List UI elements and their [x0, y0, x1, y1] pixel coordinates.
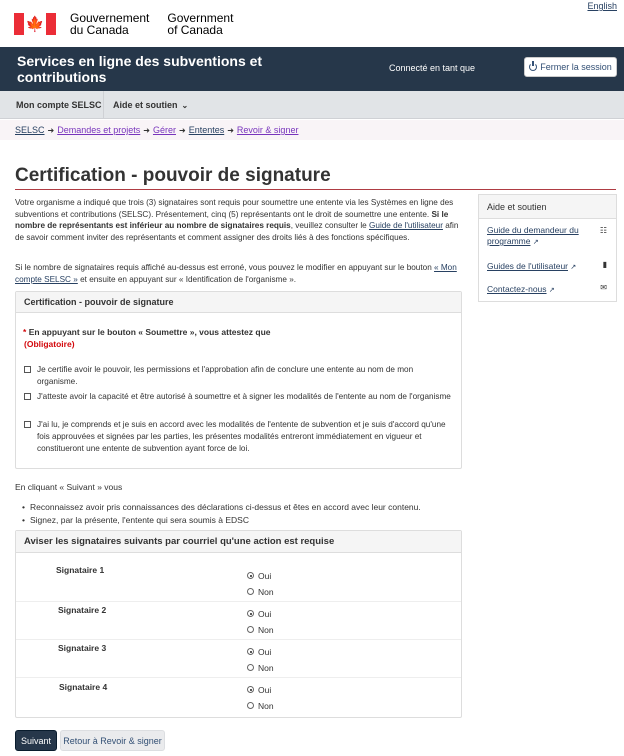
user-guide-link[interactable]: Guide de l'utilisateur [369, 221, 443, 230]
arrow-right-icon: ➜ [47, 125, 55, 135]
external-link-icon: ↗ [570, 264, 577, 271]
help-sidebar-title: Aide et soutien [479, 195, 616, 219]
breadcrumb-agreements[interactable]: Ententes [188, 125, 225, 135]
signer-3-yes-radio[interactable]: Oui [247, 647, 271, 657]
logout-label: Fermer la session [540, 62, 612, 72]
signer-label: Signataire 1 [56, 565, 105, 575]
edit-signatories-paragraph: Si le nombre de signataires requis affiché au-dessus est erroné, vous pouvez le modifier en appuyant sur le bouton « Mon compte SELSC » et ensuite en appuyant sur « Identification de l'organisme ». [15, 263, 457, 284]
back-to-review-button[interactable]: Retour à Revoir & signer [60, 730, 165, 751]
signer-1-yes-radio[interactable]: Oui [247, 571, 271, 581]
arrow-right-icon: ➜ [227, 125, 234, 135]
canada-flag-icon: 🍁 [14, 13, 56, 35]
external-link-icon: ↗ [532, 239, 539, 246]
menu-my-account[interactable] [16, 91, 102, 119]
certification-panel-title: Certification - pouvoir de signature [16, 292, 461, 313]
checkbox-icon[interactable] [24, 421, 31, 428]
breadcrumb [0, 120, 624, 140]
menu-help[interactable] [113, 91, 188, 119]
signer-label: Signataire 4 [59, 682, 108, 692]
envelope-icon: ✉ [600, 283, 607, 292]
signer-label: Signataire 3 [58, 643, 107, 653]
app-title: Services en ligne des subventions et contributions [17, 53, 263, 85]
gov-en-line1: Government [167, 11, 234, 25]
consent-intro: En cliquant « Suivant » vous [15, 482, 123, 492]
certify-authority-checkbox[interactable]: Je certifie avoir le pouvoir, les permissions et l'approbation afin de conclure une entente au nom de mon organisme. [24, 364, 454, 388]
mandatory-label: (Obligatoire) [24, 339, 75, 349]
notify-signatories-panel [15, 530, 462, 718]
signer-2-yes-radio[interactable]: Oui [247, 609, 271, 619]
contact-us-link[interactable]: Contactez-nous ↗ [487, 284, 555, 294]
power-icon [529, 63, 537, 71]
main-menu [0, 91, 624, 119]
breadcrumb-review-sign[interactable]: Revoir & signer [236, 125, 299, 135]
signer-3-no-radio[interactable]: Non [247, 663, 274, 673]
signer-4-yes-radio[interactable]: Oui [247, 685, 271, 695]
menu-my-account-label: Mon compte SELSC [16, 100, 102, 110]
external-link-icon: ↗ [548, 287, 555, 294]
signed-in-label: Connecté en tant que [389, 63, 476, 73]
title-divider [15, 189, 616, 190]
gov-en-line2: of Canada [167, 23, 223, 37]
certification-panel [15, 291, 462, 469]
user-guides-link[interactable]: Guides de l'utilisateur ↗ [487, 261, 577, 271]
logout-button[interactable] [524, 57, 617, 77]
signer-4-no-radio[interactable]: Non [247, 701, 274, 711]
signer-label: Signataire 2 [58, 605, 107, 615]
breadcrumb-selsc[interactable]: SELSC [15, 125, 45, 135]
read-terms-checkbox[interactable]: J'ai lu, je comprends et je suis en accord avec les modalités de l'entente de subvention et je suis d'accord qu'une fois approuvées et signées par les parties, les présentes modalités entreront immédiatement en vigueur et constitueront une entente de subvention ayant force de loi. [24, 419, 454, 455]
intro-paragraph: Votre organisme a indiqué que trois (3) signataires sont requis pour soumettre une entente via les Systèmes en ligne des subventions et contributions (SELSC). Présentement, cinq (5) représentants ont le droit de soumettre une entente. Si le nombre de représentants est inférieur au nombre de signataires requis, veuillez consulter le Guide de l'utilisateur afin de savoir comment inviter des représentants et comment assigner des droits liés à des fonctions spécifiques. [15, 198, 459, 242]
signer-1-no-radio[interactable]: Non [247, 587, 274, 597]
checkbox-icon[interactable] [24, 366, 31, 373]
chevron-down-icon: ⌄ [181, 100, 189, 110]
government-signature [14, 12, 233, 36]
consent-bullet: • Signez, par la présente, l'entente qui sera soumis à EDSC [30, 515, 249, 525]
page-title: Certification - pouvoir de signature [15, 165, 331, 186]
arrow-right-icon: ➜ [143, 125, 150, 135]
next-button[interactable]: Suivant [15, 730, 57, 751]
required-statement: * En appuyant sur le bouton « Soumettre », vous attestez que [23, 327, 271, 337]
checkbox-icon[interactable] [24, 393, 31, 400]
consent-bullet: • Reconnaissez avoir pris connaissances des déclarations ci-dessus et êtes en accord avec leur contenu. [30, 502, 421, 512]
attest-capacity-checkbox[interactable]: J'atteste avoir la capacité et être autorisé à soumettre et à signer les modalités de l'entente au nom de l'organisme [24, 391, 454, 403]
language-toggle-link[interactable]: English [587, 1, 617, 11]
document-icon: ☷ [599, 226, 607, 235]
breadcrumb-requests[interactable]: Demandes et projets [57, 125, 141, 135]
menu-help-label: Aide et soutien [113, 100, 178, 110]
arrow-right-icon: ➜ [178, 125, 186, 135]
gov-fr-line1: Gouvernement [70, 11, 150, 25]
gov-fr-line2: du Canada [70, 23, 129, 37]
applicant-guide-link[interactable]: Guide du demandeur du programme ↗ [487, 225, 579, 246]
signer-2-no-radio[interactable]: Non [247, 625, 274, 635]
app-banner [0, 47, 624, 91]
help-sidebar [478, 194, 617, 302]
my-account-link[interactable]: « Mon compte SELSC » [15, 263, 457, 284]
book-icon: ▮ [602, 260, 607, 269]
breadcrumb-manage[interactable]: Gérer [152, 125, 176, 135]
notify-panel-title: Aviser les signataires suivants par courriel qu'une action est requise [16, 531, 461, 553]
